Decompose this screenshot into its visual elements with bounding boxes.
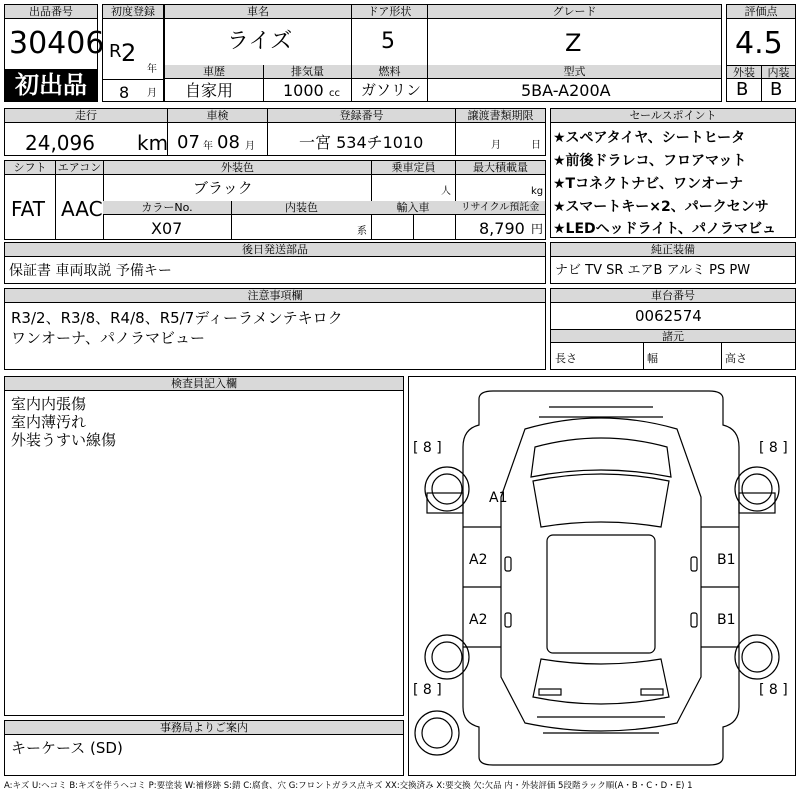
chassis-box <box>550 288 796 370</box>
capacity-label: 乗車定員 <box>371 161 455 175</box>
load-unit: kg <box>531 186 544 197</box>
score-box <box>726 4 796 102</box>
car-name-value: ライズ <box>227 29 293 54</box>
fuel-label: 燃料 <box>351 65 427 79</box>
import-label: 輸入車 <box>371 201 455 215</box>
first-reg-box <box>102 4 164 102</box>
sales-point: ★スマートキー×2、パークセンサ <box>553 199 769 215</box>
model-label: 型式 <box>427 65 721 79</box>
registration-label: 登録番号 <box>267 109 455 123</box>
inspection-year-unit: 年 <box>203 141 213 152</box>
sales-point: ★前後ドラレコ、フロアマット <box>553 153 747 169</box>
exterior-grade: B <box>736 79 749 100</box>
exterior-label: 外装 <box>727 65 761 79</box>
inspector-line: 室内内張傷 <box>11 395 87 413</box>
equipment-box <box>550 242 796 284</box>
dimensions-label: 諸元 <box>551 329 795 343</box>
inspection-year: 07 <box>177 132 200 153</box>
equipment-label: 純正装備 <box>551 243 795 257</box>
mileage-label: 走行 <box>5 109 167 123</box>
sales-points-label: セールスポイント <box>551 109 795 123</box>
interior-label: 内装 <box>761 65 795 79</box>
sales-points-box <box>550 108 796 238</box>
chassis-value: 0062574 <box>635 307 702 325</box>
grade-label: グレード <box>427 5 721 19</box>
damage-mark: A1 <box>489 490 508 506</box>
tread-rear-left: [ 8 ] <box>413 682 442 698</box>
color-no-label: カラーNo. <box>103 201 231 215</box>
color-no-value: X07 <box>151 219 183 238</box>
color-value: ブラック <box>193 179 253 197</box>
car-outline-diagram <box>409 377 795 775</box>
notes-line: ワンオーナ、パノラマビュー <box>11 329 205 347</box>
doors-value: 5 <box>381 29 395 54</box>
length-label: 長さ <box>555 352 577 365</box>
later-parts-box <box>4 242 546 284</box>
height-label: 高さ <box>725 352 747 365</box>
inspection-label: 車検 <box>167 109 267 123</box>
sales-point: ★Tコネクトナビ、ワンオーナ <box>553 176 743 192</box>
load-label: 最大積載量 <box>455 161 545 175</box>
tread-rear-right: [ 8 ] <box>759 682 788 698</box>
fuel-value: ガソリン <box>361 81 422 99</box>
interior-color-unit: 系 <box>357 226 367 237</box>
office-value: キーケース (SD) <box>11 739 123 757</box>
legend-text: A:キズ U:ヘコミ B:キズを伴うヘコミ P:要塗装 W:補修跡 S:錆 C:腐食、穴 G:フロントガラス点キズ XX:交換済み X:要交換 欠:欠品 内・外装評価 5段階ラック順(A・B・C・D・E) 1 <box>4 781 693 791</box>
car-name-label: 車名 <box>165 5 351 19</box>
recycle-value: 8,790 <box>479 219 525 238</box>
inspector-box <box>4 376 404 716</box>
tread-front-left: [ 8 ] <box>413 440 442 456</box>
displacement-unit: cc <box>329 88 340 99</box>
shift-label: シフト <box>5 161 55 175</box>
interior-grade: B <box>770 79 783 100</box>
transfer-month-unit: 月 <box>491 140 501 151</box>
grade-value: Z <box>565 29 582 57</box>
mileage-value: 24,096 <box>25 131 95 155</box>
capacity-unit: 人 <box>441 186 451 197</box>
color-label: 外装色 <box>103 161 371 175</box>
displacement-value: 1000 <box>283 81 324 100</box>
aircon-value: AAC <box>61 197 103 221</box>
damage-mark: A2 <box>469 612 488 628</box>
first-reg-year-unit: 年 <box>147 64 157 75</box>
history-label: 車歴 <box>165 65 263 79</box>
score-label: 評価点 <box>727 5 795 19</box>
notes-box <box>4 288 546 370</box>
displacement-label: 排気量 <box>263 65 351 79</box>
transfer-label: 譲渡書類期限 <box>455 109 545 123</box>
score-value: 4.5 <box>735 26 783 61</box>
width-label: 幅 <box>647 352 658 365</box>
shift-value: FAT <box>11 197 46 221</box>
first-reg-label: 初度登録 <box>103 5 163 19</box>
tread-front-right: [ 8 ] <box>759 440 788 456</box>
sales-point: ★スペアタイヤ、シートヒータ <box>553 130 746 146</box>
inspection-month: 08 <box>217 132 240 153</box>
transfer-day-unit: 日 <box>531 140 541 151</box>
registration-value: 一宮 534チ1010 <box>299 133 424 152</box>
aircon-label: エアコン <box>55 161 103 175</box>
interior-color-label: 内装色 <box>231 201 371 215</box>
inspector-line: 室内薄汚れ <box>11 413 87 431</box>
later-parts-label: 後日発送部品 <box>5 243 545 257</box>
later-parts-value: 保証書 車両取説 予備キー <box>9 263 172 279</box>
damage-mark: B1 <box>717 552 736 568</box>
first-reg-month-unit: 月 <box>147 88 157 99</box>
equipment-value: ナビ TV SR エアB アルミ PS PW <box>555 263 751 278</box>
lot-label: 出品番号 <box>5 5 97 19</box>
chassis-label: 車台番号 <box>551 289 795 303</box>
spec-block <box>4 160 546 240</box>
model-value: 5BA-A200A <box>521 81 611 100</box>
lot-box <box>4 4 105 102</box>
vehicle-info-block <box>164 4 722 102</box>
damage-mark: A2 <box>469 552 488 568</box>
doors-label: ドア形状 <box>351 5 427 19</box>
inspector-line: 外装うすい線傷 <box>11 431 117 449</box>
first-listing-badge: 初出品 <box>5 69 97 101</box>
first-reg-era: R <box>109 41 122 62</box>
history-value: 自家用 <box>185 81 234 100</box>
recycle-unit: 円 <box>531 222 544 236</box>
notes-line: R3/2、R3/8、R4/8、R5/7ディーラメンテキロク <box>11 309 343 327</box>
mileage-unit: km <box>137 131 169 155</box>
recycle-label: リサイクル預託金 <box>455 201 545 215</box>
office-label: 事務局よりご案内 <box>5 721 403 735</box>
damage-diagram <box>408 376 796 776</box>
lot-number: 30406 <box>9 26 105 61</box>
office-box <box>4 720 404 776</box>
inspection-month-unit: 月 <box>245 141 255 152</box>
inspector-label: 検査員記入欄 <box>5 377 403 391</box>
mileage-row <box>4 108 546 156</box>
first-reg-month: 8 <box>119 83 130 102</box>
first-reg-year: 2 <box>121 39 137 67</box>
notes-label: 注意事項欄 <box>5 289 545 303</box>
sales-point: ★LEDヘッドライト、パノラマビュ <box>553 221 776 237</box>
damage-mark: B1 <box>717 612 736 628</box>
